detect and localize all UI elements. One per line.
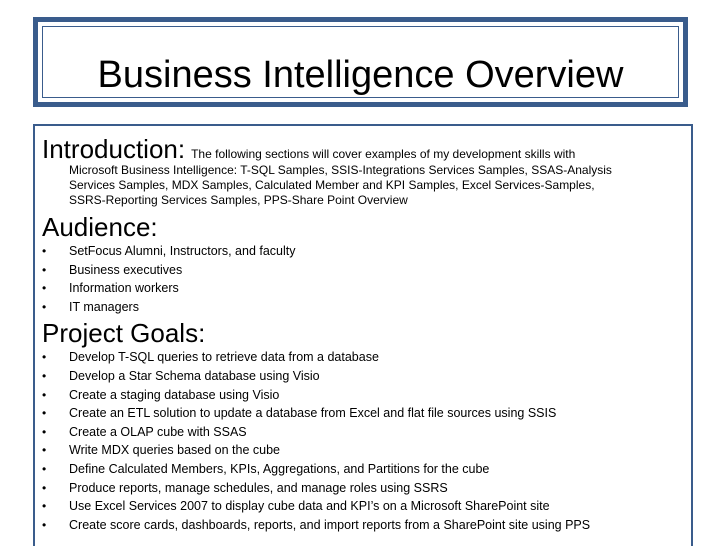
bullet-icon: •	[42, 387, 47, 402]
title-frame	[33, 17, 688, 107]
audience-heading: Audience:	[42, 212, 158, 242]
goal-item: • Develop T-SQL queries to retrieve data from a database	[42, 348, 682, 367]
slide-title: Business Intelligence Overview	[97, 54, 624, 96]
bullet-icon: •	[42, 443, 47, 458]
audience-item: • Information workers	[42, 279, 682, 298]
bullet-icon: •	[42, 461, 47, 476]
bullet-icon: •	[42, 424, 47, 439]
introduction-line: Services Samples, MDX Samples, Calculated Member and KPI Samples, Excel Services-Samples,	[69, 178, 595, 192]
bullet-icon: •	[42, 262, 47, 277]
bullet-icon: •	[42, 350, 47, 365]
bullet-icon: •	[42, 406, 47, 421]
goal-item: • Produce reports, manage schedules, and manage roles using SSRS	[42, 479, 682, 498]
introduction-line: Microsoft Business Intelligence: T-SQL Samples, SSIS-Integrations Services Samples, SSAS-Analysis	[69, 163, 612, 177]
audience-item: • IT managers	[42, 298, 682, 317]
goal-item: • Write MDX queries based on the cube	[42, 441, 682, 460]
project-goals-heading: Project Goals:	[42, 318, 206, 349]
project-goals-list	[42, 348, 682, 534]
audience-item: • Business executives	[42, 261, 682, 280]
introduction-text	[69, 163, 682, 208]
audience-item: • SetFocus Alumni, Instructors, and faculty	[42, 242, 682, 261]
introduction-line: SSRS-Reporting Services Samples, PPS-Share Point Overview	[69, 193, 408, 207]
bullet-icon: •	[42, 499, 47, 514]
goal-item: • Use Excel Services 2007 to display cube data and KPI’s on a Microsoft SharePoint site	[42, 497, 682, 516]
bullet-icon: •	[42, 517, 47, 532]
goal-item: • Create score cards, dashboards, reports, and import reports from a SharePoint site using PPS	[42, 516, 682, 535]
bullet-icon: •	[42, 368, 47, 383]
introduction-heading: Introduction:	[42, 134, 186, 164]
goal-item: • Develop a Star Schema database using Visio	[42, 367, 682, 386]
bullet-icon: •	[42, 480, 47, 495]
bullet-icon: •	[42, 299, 47, 314]
goal-item: • Define Calculated Members, KPIs, Aggregations, and Partitions for the cube	[42, 460, 682, 479]
goal-item: • Create a OLAP cube with SSAS	[42, 423, 682, 442]
audience-list	[42, 242, 682, 316]
goal-item: • Create a staging database using Visio	[42, 386, 682, 405]
goal-item: • Create an ETL solution to update a database from Excel and flat file sources using SSIS	[42, 404, 682, 423]
slide-content	[42, 134, 682, 534]
introduction-text-start: The following sections will cover examples of my development skills with	[191, 147, 576, 161]
bullet-icon: •	[42, 281, 47, 296]
bullet-icon: •	[42, 244, 47, 258]
introduction-first-line	[42, 134, 682, 164]
